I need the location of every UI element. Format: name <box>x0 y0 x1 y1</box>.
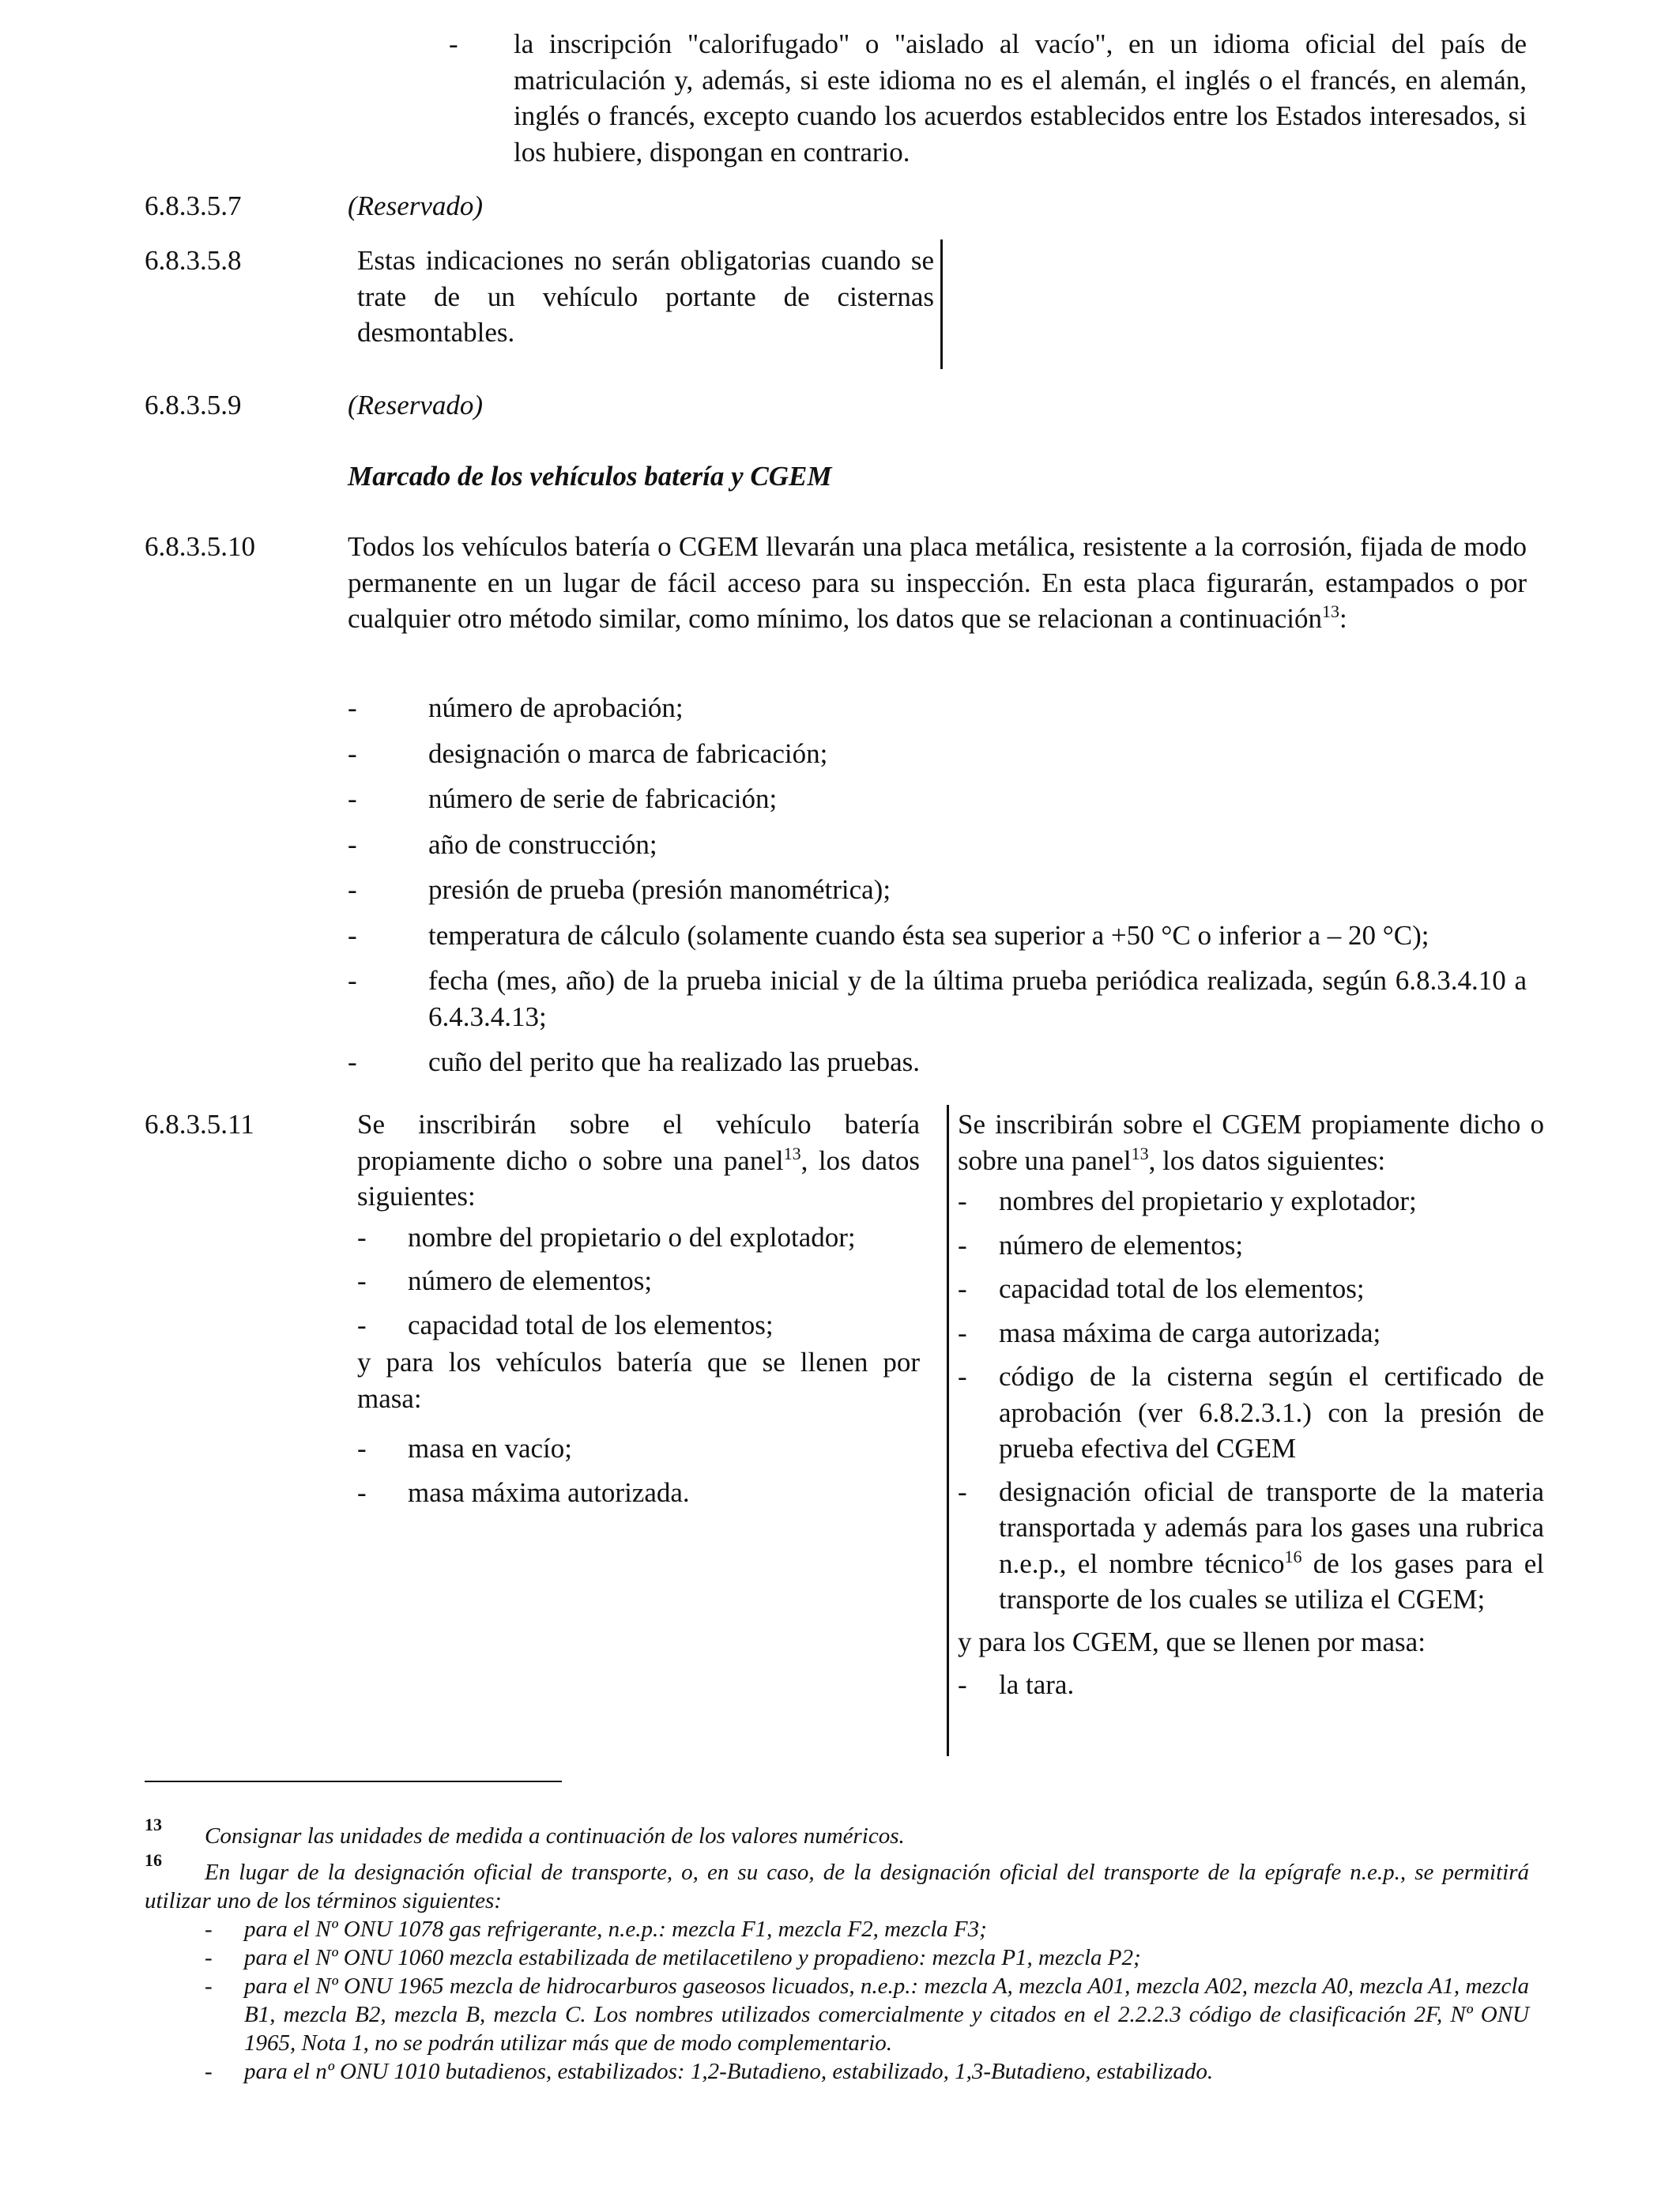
list-dash: - <box>958 1361 967 1392</box>
list-item-text: nombre del propietario o del explotador; <box>408 1221 856 1253</box>
list-item <box>958 1183 1544 1220</box>
list-dash: - <box>205 1917 213 1942</box>
right-mid: y para los CGEM, que se llenen por masa: <box>958 1626 1426 1657</box>
right-list <box>958 1183 1544 1467</box>
list-item <box>357 1263 920 1299</box>
top-list-dash: - <box>449 28 458 59</box>
right-item6-b: de los gases para el transporte de los cuales se utiliza el CGEM; <box>999 1547 1544 1615</box>
right-intro-text: Se inscribirán sobre el CGEM propiamente dicho o sobre una panel <box>958 1109 1544 1176</box>
footnote-13-text: Consignar las unidades de medida a continuación de los valores numéricos. <box>205 1823 905 1849</box>
footnote-ref-13: 13 <box>1131 1143 1149 1163</box>
list-item-text: número de elementos; <box>408 1265 653 1296</box>
list-item-text: designación o marca de fabricación; <box>428 737 828 769</box>
list-item <box>357 1307 920 1344</box>
footnote-ref-13: 13 <box>783 1143 801 1163</box>
list-item <box>205 1972 1529 2057</box>
footnote-mark-16: 16 <box>145 1850 162 1870</box>
section-number-10: 6.8.3.5.10 <box>145 531 255 562</box>
right-intro-after: , los datos siguientes: <box>1148 1144 1386 1176</box>
right-item6-text <box>999 1474 1544 1618</box>
list-dash: - <box>958 1186 967 1216</box>
left-list <box>357 1220 920 1344</box>
list-item <box>958 1315 1544 1351</box>
list-dash: - <box>357 1476 367 1508</box>
list-item: - designación oficial de transporte de la materia transportada y además para los gases una rubrica n.e.p., el nombre técnico$^{16}$ de los gases para el transporte de los cuales se utiliza el CGEM; <box>958 1474 1544 1618</box>
footnote-ref-16: 16 <box>1284 1546 1302 1566</box>
list-dash: - <box>205 2059 213 2084</box>
list-dash: - <box>348 692 357 723</box>
left-list-2 <box>357 1431 920 1510</box>
list-item-text: capacidad total de los elementos; <box>408 1309 774 1340</box>
list-item <box>348 781 1527 817</box>
revision-bar <box>940 239 943 369</box>
list-dash: - <box>348 874 357 905</box>
list-item-text: nombres del propietario y explotador; <box>999 1186 1417 1216</box>
list-item <box>205 1915 1529 1943</box>
section-number-8: 6.8.3.5.8 <box>145 245 242 276</box>
list-item-text: presión de prueba (presión manométrica); <box>428 874 891 905</box>
section-9-reserved: (Reservado) <box>348 390 484 420</box>
list-dash: - <box>348 1046 357 1077</box>
list-dash: - <box>357 1433 367 1464</box>
left-intro <box>357 1106 920 1215</box>
footnote-mark-13: 13 <box>145 1815 162 1834</box>
list-dash: - <box>348 965 357 996</box>
list-dash: - <box>357 1221 367 1253</box>
section-number-11: 6.8.3.5.11 <box>145 1109 254 1140</box>
list-dash: - <box>958 1229 967 1261</box>
list-item-text: número de serie de fabricación; <box>428 783 778 814</box>
list-item <box>348 736 1527 772</box>
list-item-text: código de la cisterna según el certificado de aprobación (ver 6.8.2.3.1.) con la presión de prueba efectiva del CGEM <box>999 1361 1544 1464</box>
right-item6-a: designación oficial de transporte de la materia transportada y además para los gases una rubrica n.e.p., el nombre técnico <box>999 1476 1544 1579</box>
list-item-text: para el Nº ONU 1060 mezcla estabilizada de metilacetileno y propadieno: mezcla P1, mezcla P2; <box>244 1945 1141 1970</box>
list-item <box>348 872 1527 908</box>
section-10-colon: : <box>1339 603 1347 634</box>
column-divider <box>947 1105 949 1756</box>
section-11-left-column <box>357 1106 920 1510</box>
footnote-separator <box>145 1781 562 1782</box>
list-item <box>205 1943 1529 1972</box>
list-item-text: para el Nº ONU 1078 gas refrigerante, n.e.p.: mezcla F1, mezcla F2, mezcla F3; <box>244 1917 987 1942</box>
list-dash: - <box>958 1273 967 1304</box>
list-item <box>348 1044 1527 1080</box>
section-10-list <box>348 690 1527 1080</box>
footnote-16-text: En lugar de la designación oficial de transporte, o, en su caso, de la designación oficial del transporte de la epígrafe n.e.p., se permitirá utilizar uno de los términos siguientes: <box>145 1860 1529 1913</box>
footnote-16-list <box>205 1915 1529 2086</box>
list-item-text: para el nº ONU 1010 butadienos, estabilizados: 1,2-Butadieno, estabilizado, 1,3-Butadieno, estabilizado. <box>244 2059 1214 2084</box>
section-11-right-column <box>958 1106 1544 1703</box>
section-10-text <box>348 529 1527 637</box>
right-list-2 <box>958 1667 1544 1703</box>
section-8-text: Estas indicaciones no serán obligatorias cuando se trate de un vehículo portante de cisternas desmontables. <box>357 245 934 348</box>
section-number-7: 6.8.3.5.7 <box>145 190 242 221</box>
list-dash: - <box>958 1317 967 1348</box>
list-item <box>958 1271 1544 1307</box>
section-heading: Marcado de los vehículos batería y CGEM <box>348 461 832 492</box>
left-mid: y para los vehículos batería que se llenen por masa: <box>357 1347 920 1414</box>
list-dash: - <box>348 737 357 769</box>
list-item-text: número de aprobación; <box>428 692 684 723</box>
list-item <box>348 690 1527 726</box>
list-item-text: capacidad total de los elementos; <box>999 1273 1365 1304</box>
list-dash: - <box>958 1669 967 1700</box>
list-dash: - <box>205 1973 213 1999</box>
top-list-item: la inscripción "calorifugado" o "aislado al vacío", en un idioma oficial del país de matriculación y, además, si este idioma no es el alemán, el inglés o el francés, en alemán, inglés o francés, excepto cuando los acuerdos establecidos entre los Estados interesados, si los hubiere, dispongan en contrario. <box>514 28 1527 168</box>
right-intro <box>958 1106 1544 1178</box>
list-item <box>348 963 1527 1035</box>
list-dash: - <box>348 919 357 951</box>
list-item-text: fecha (mes, año) de la prueba inicial y de la última prueba periódica realizada, según 6.8.3.4.10 a 6.4.3.4.13; <box>428 965 1527 1032</box>
left-intro-text: Se inscribirán sobre el vehículo batería propiamente dicho o sobre una panel <box>357 1109 920 1176</box>
list-item <box>958 1359 1544 1467</box>
list-item-text: para el Nº ONU 1965 mezcla de hidrocarburos gaseosos licuados, n.e.p.: mezcla A, mezcla A01, mezcla A02, mezcla A0, mezcla A1, mezcla B1, mezcla B2, mezcla B, mezcla C. Los nombres utilizados comercialmente y citados en el 2.2.2.3 código de clasificación 2F, Nº ONU 1965, Nota 1, no se podrán utilizar más que de modo complementario. <box>244 1973 1529 2056</box>
list-item-text: masa máxima de carga autorizada; <box>999 1317 1381 1348</box>
list-item <box>357 1431 920 1467</box>
list-item <box>348 827 1527 863</box>
list-item <box>348 918 1527 954</box>
right-list-item6 <box>958 1474 1544 1618</box>
list-item-text: temperatura de cálculo (solamente cuando ésta sea superior a +50 °C o inferior a – 20 °C); <box>428 919 1430 951</box>
list-item-text: número de elementos; <box>999 1229 1244 1261</box>
list-item <box>357 1220 920 1256</box>
list-dash: - <box>357 1309 367 1340</box>
list-item <box>958 1667 1544 1703</box>
list-item <box>205 2057 1529 2086</box>
list-item-text: año de construcción; <box>428 828 657 860</box>
list-dash: - <box>357 1265 367 1296</box>
left-intro-after: , los datos siguientes: <box>357 1144 920 1212</box>
section-7-reserved: (Reservado) <box>348 190 484 221</box>
list-dash: - <box>348 783 357 814</box>
list-dash: - <box>348 828 357 860</box>
list-item-text: masa en vacío; <box>408 1433 572 1464</box>
list-item <box>357 1475 920 1511</box>
footnote-ref-13: 13 <box>1322 601 1339 621</box>
list-item <box>958 1227 1544 1264</box>
list-dash: - <box>205 1945 213 1970</box>
section-10-body: Todos los vehículos batería o CGEM llevarán una placa metálica, resistente a la corrosión, fijada de modo permanente en un lugar de fácil acceso para su inspección. En esta placa figurarán, estampados o por cualquier otro método similar, como mínimo, los datos que se relacionan a continuación <box>348 531 1527 634</box>
list-item-text: la tara. <box>999 1669 1075 1700</box>
list-item-text: cuño del perito que ha realizado las pruebas. <box>428 1046 920 1077</box>
list-item-text: masa máxima autorizada. <box>408 1476 690 1508</box>
section-number-9: 6.8.3.5.9 <box>145 390 242 420</box>
